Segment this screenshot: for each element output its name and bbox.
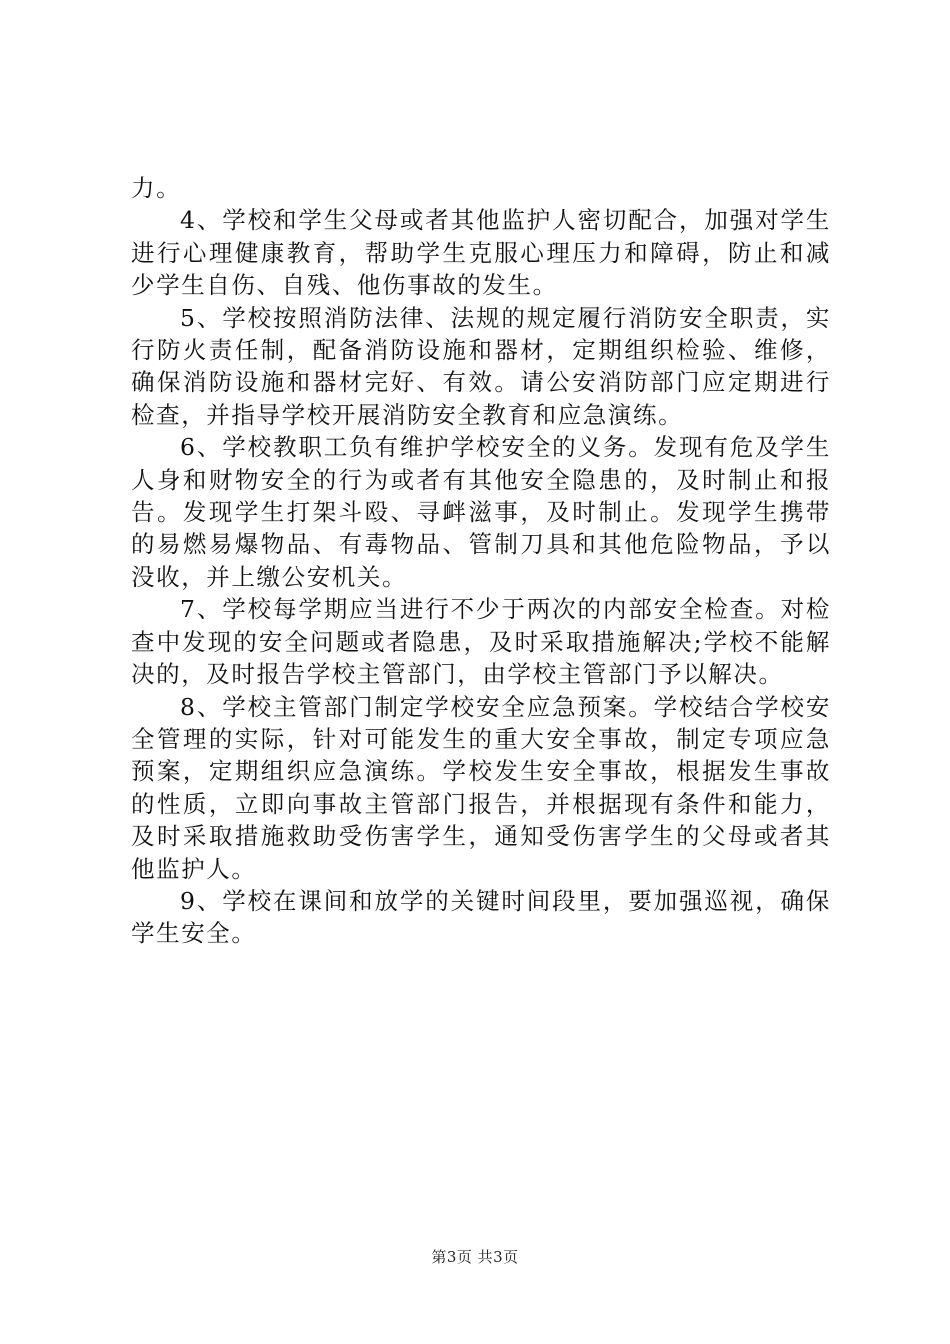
paragraph-item-8: 8、学校主管部门制定学校安全应急预案。学校结合学校安全管理的实际，针对可能发生的重大安全事故，制定专项应急预案，定期组织应急演练。学校发生安全事故，根据发生事故的性质，立即向事故主管部门报告，并根据现有条件和能力，及时采取措施救助受伤害学生，通知受伤害学生的父母或者其他监护人。	[131, 692, 831, 883]
paragraph-item-6: 6、学校教职工负有维护学校安全的义务。发现有危及学生人身和财物安全的行为或者有其他安全隐患的，及时制止和报告。发现学生打架斗殴、寻衅滋事，及时制止。发现学生携带的易燃易爆物品、有毒物品、管制刀具和其他危险物品，予以没收，并上缴公安机关。	[131, 433, 831, 591]
paragraph-item-4: 4、学校和学生父母或者其他监护人密切配合，加强对学生进行心理健康教育，帮助学生克服心理压力和障碍，防止和减少学生自伤、自残、他伤事故的发生。	[131, 206, 831, 300]
page-footer: 第3页 共3页	[431, 1248, 519, 1266]
paragraph-item-9: 9、学校在课间和放学的关键时间段里，要加强巡视，确保学生安全。	[131, 886, 831, 948]
paragraph-item-7: 7、学校每学期应当进行不少于两次的内部安全检查。对检查中发现的安全问题或者隐患，及时采取措施解决;学校不能解决的，及时报告学校主管部门，由学校主管部门予以解决。	[131, 595, 831, 689]
paragraph-continuation: 力。	[131, 174, 182, 202]
paragraph-item-5: 5、学校按照消防法律、法规的规定履行消防安全职责，实行防火责任制，配备消防设施和器材，定期组织检验、维修，确保消防设施和器材完好、有效。请公安消防部门应定期进行检查，并指导学校开展消防安全教育和应急演练。	[131, 303, 831, 429]
document-body	[131, 172, 831, 950]
